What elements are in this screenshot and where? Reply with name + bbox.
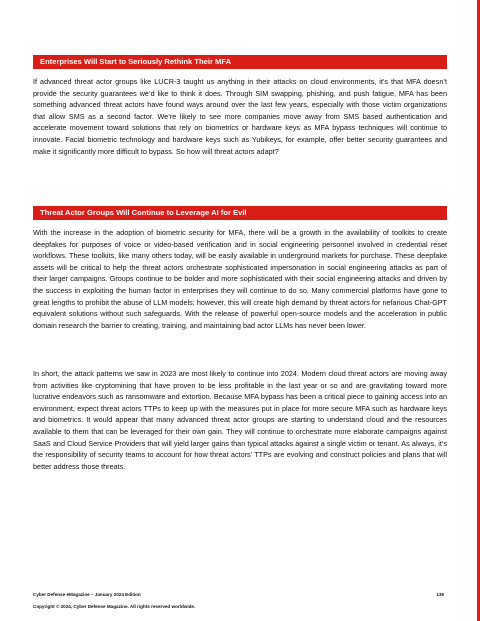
paragraph-mfa: If advanced threat actor groups like LUCR-3 taught us anything in their attacks on cloud environments, it’s that MFA doesn’t provide the security guarantees we’d like to think it does. Through SIM swapping, phishing, and push fatigue, MFA has been something advanced threat actors have found ways around over the last few years, especially with those victim organizations that allow SMS as a second factor. We’re likely to see more companies move away from SMS based authentication and accelerate movement toward solutions that rely on biometrics or hardware keys as MFA bypass techniques will continue to innovate. Facial biometric technology and hardware keys such as Yubikeys, for example, offer better security guarantees and make it significantly more difficult to bypass. So how will threat actors adapt? bbox=[33, 77, 447, 156]
page-number: 136 bbox=[436, 592, 444, 597]
section-heading-mfa: Enterprises Will Start to Seriously Rethink Their MFA bbox=[33, 55, 447, 69]
section-heading-ai: Threat Actor Groups Will Continue to Leverage AI for Evil bbox=[33, 206, 447, 220]
footer-edition: Cyber Defense eMagazine – January 2024 Edition bbox=[33, 592, 141, 597]
footer-copyright: Copyright © 2024, Cyber Defense Magazine. All rights reserved worldwide. bbox=[33, 604, 196, 609]
paragraph-ai-2: In short, the attack patterns we saw in 2023 are most likely to continue into 2024. Modern cloud threat actors are moving away from activities like cryptomining that have proven to be less profitable in the last year or so and are gravitating toward more lucrative endeavors such as ransomware and extortion. Because MFA bypass has been a critical piece to gaining access into an environment, expect threat actors TTPs to keep up with the measures put in place for more secure MFA such as hardware keys and biometrics. It would appear that many advanced threat actor groups are starting to understand cloud and the resources available to them that can be leveraged for their own gain. They will continue to orchestrate more elaborate campaigns against SaaS and Cloud Service Providers that will yield larger gains than typical attacks against a single victim or tenant. As always, it’s the responsibility of security teams to account for how threat actors’ TTPs are evolving and construct policies and plans that will better address those threats. bbox=[33, 369, 447, 471]
paragraph-ai-1: With the increase in the adoption of biometric security for MFA, there will be a growth in the availability of toolkits to create deepfakes for purposes of voice or video-based verification and in social engineering personnel involved in credential reset workflows. These toolkits, like many others today, will be easily available in underground markets for purchase. These deepfake assets will be critical to help the threat actors orchestrate sophisticated impersonation in social engineering attacks as part of their larger campaigns. Groups continue to be bolder and more sophisticated with their social engineering attacks and driven by the success in exploiting the human factor in enterprises they will continue to do so. Many commercial platforms have gone to great lengths to prohibit the abuse of LLM models; however, this will create high demand by threat actors for nefarious Chat-GPT equivalent solutions without such safeguards. With the release of powerful open-source models and the acceleration in public domain research the barrier to creating, training, and maintaining bad actor LLMs has never been lower. bbox=[33, 228, 447, 330]
